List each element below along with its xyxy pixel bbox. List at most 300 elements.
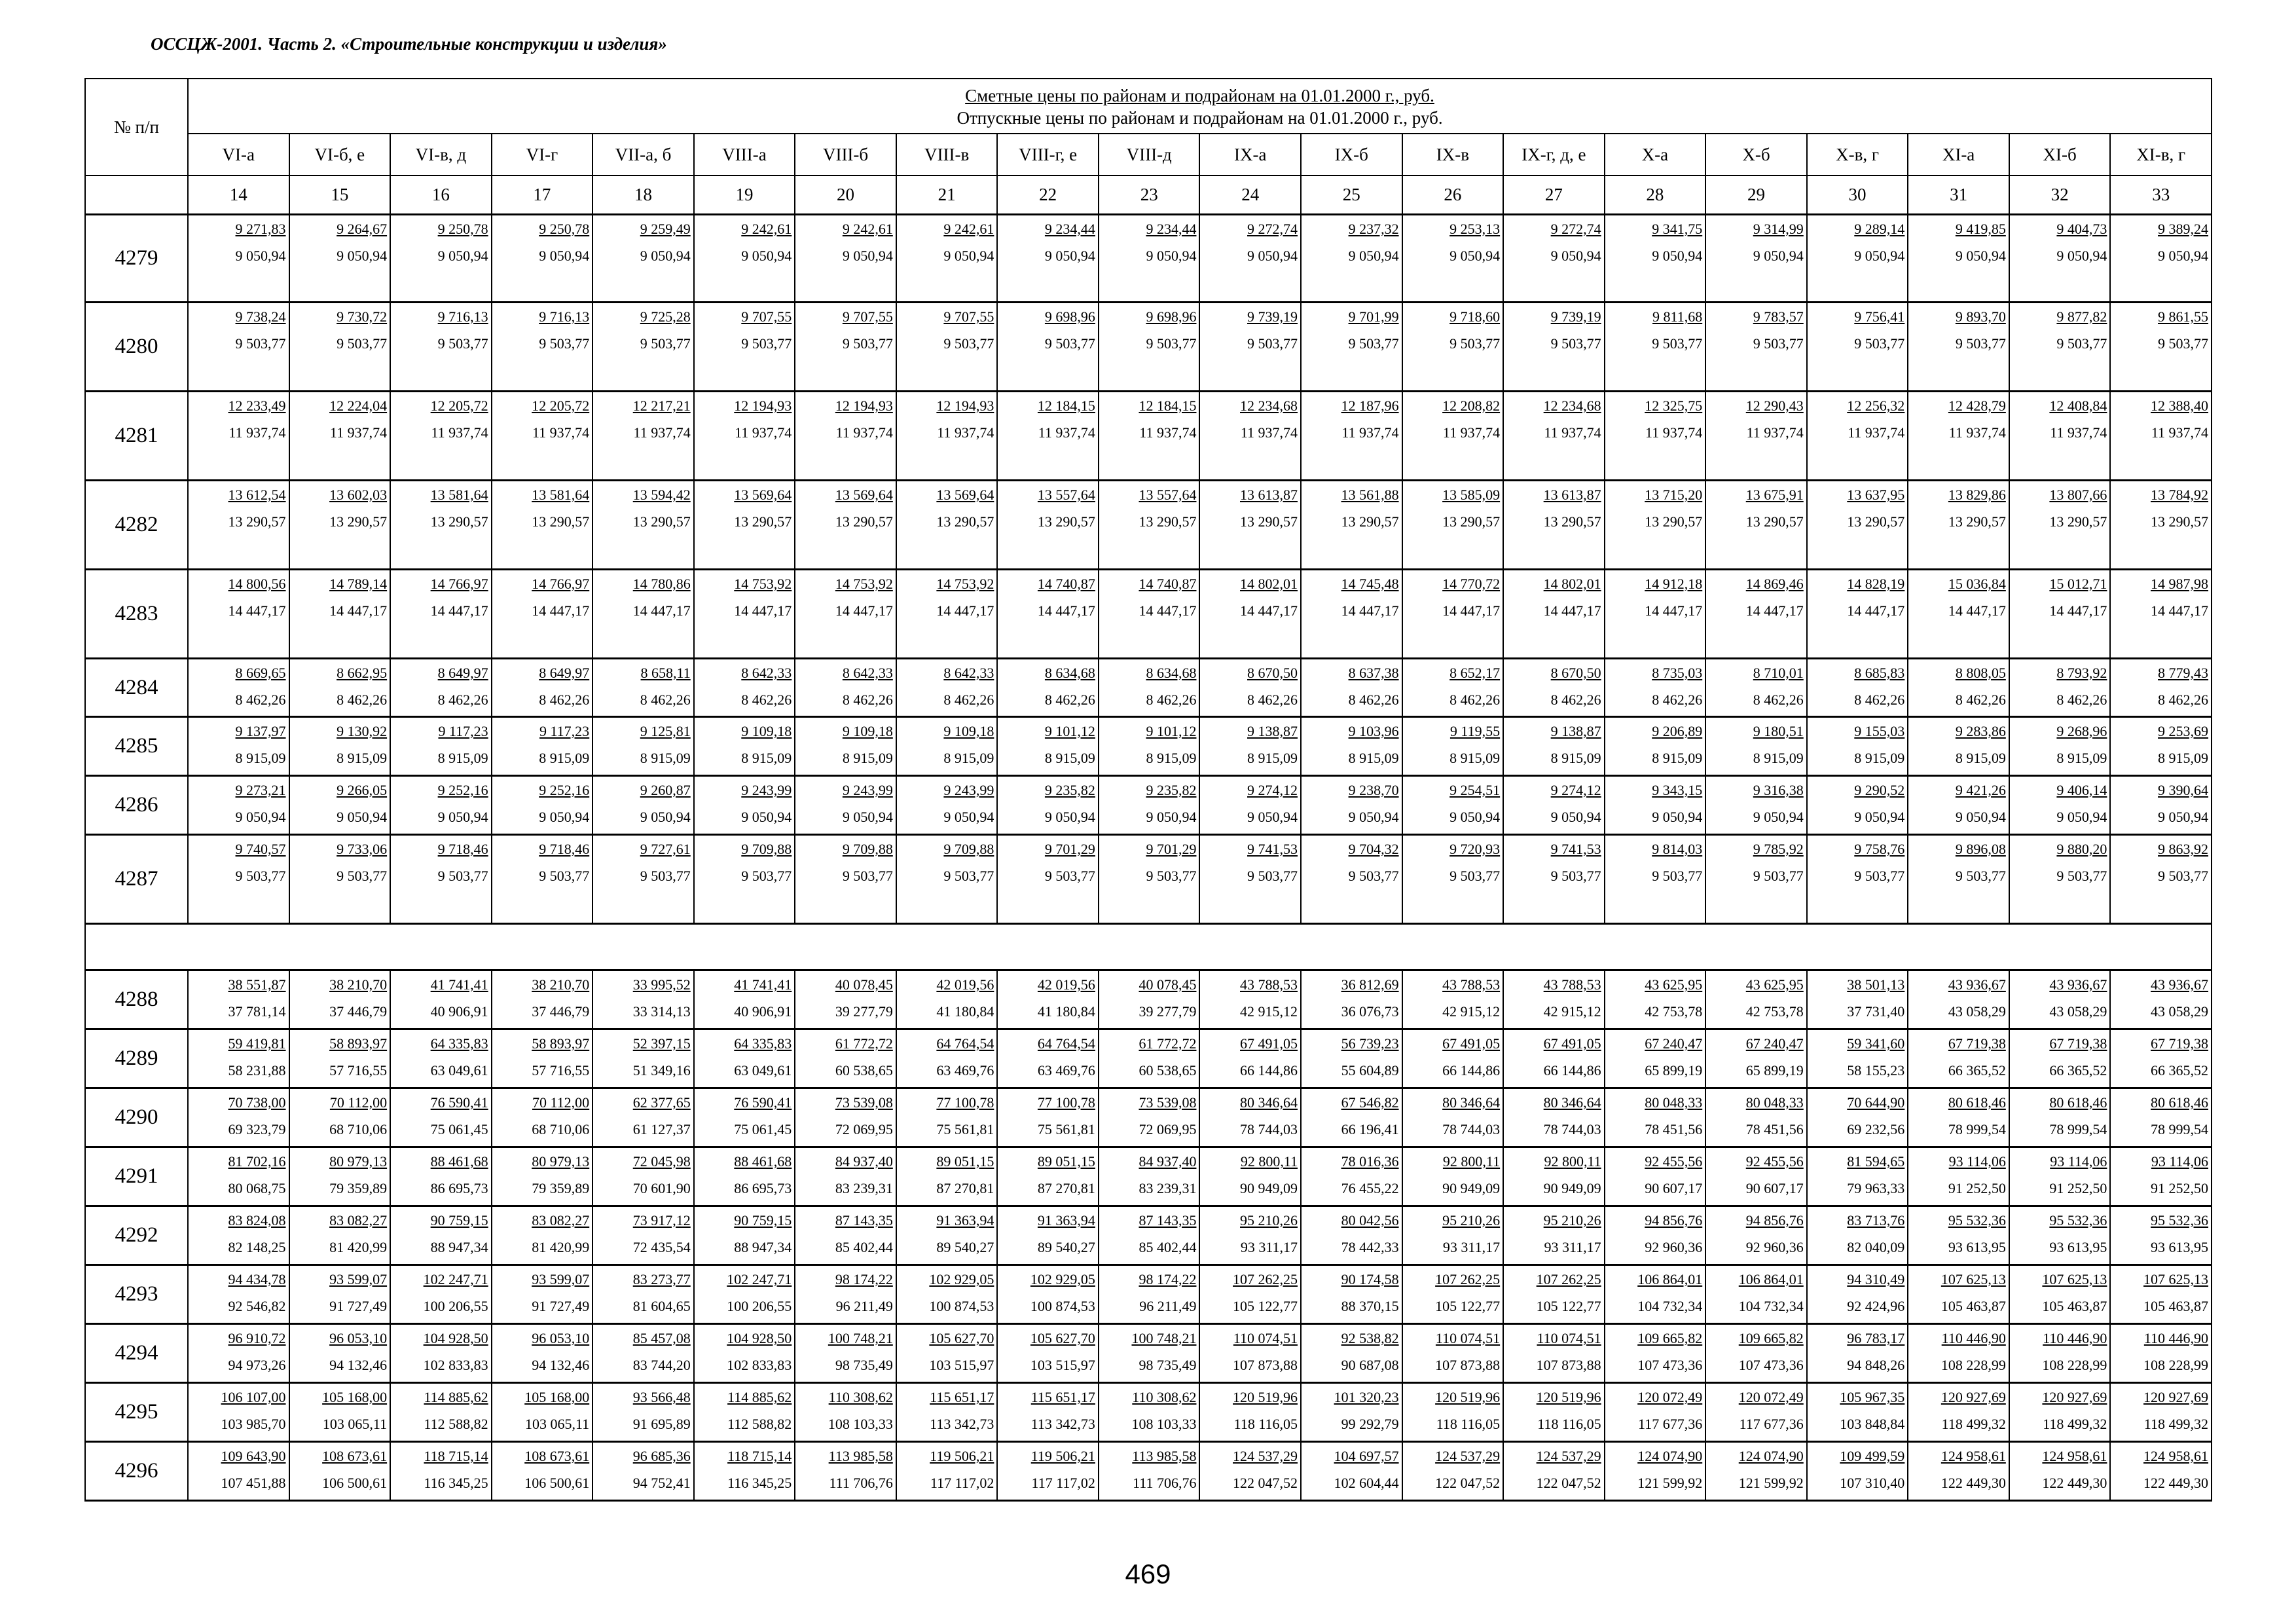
release-price: 61 127,37: [632, 1121, 691, 1137]
estimate-price: 9 274,12: [1247, 782, 1298, 798]
price-cell: [2110, 1383, 2212, 1442]
price-cell: [289, 570, 391, 659]
estimate-price: 15 036,84: [1948, 576, 2006, 592]
price-cell: [1301, 1206, 1402, 1265]
release-price: 9 050,94: [1247, 809, 1298, 825]
price-cell: [694, 1324, 795, 1383]
release-price: 93 311,17: [1544, 1239, 1601, 1255]
estimate-price: 9 283,86: [1955, 723, 2006, 739]
release-price: 68 710,06: [532, 1121, 590, 1137]
release-price: 79 963,33: [1847, 1180, 1905, 1196]
price-cell: [1705, 776, 1807, 835]
release-price: 91 727,49: [329, 1298, 388, 1314]
estimate-price: 9 698,96: [1146, 308, 1197, 325]
estimate-price: 9 404,73: [2056, 221, 2107, 237]
estimate-price: 9 117,23: [438, 723, 488, 739]
release-price: 9 503,77: [741, 868, 792, 884]
price-cell: [492, 392, 593, 481]
estimate-price: 9 259,49: [640, 221, 691, 237]
release-price: 37 446,79: [329, 1003, 388, 1020]
column-number: 25: [1301, 175, 1402, 215]
estimate-price: 80 979,13: [532, 1153, 590, 1170]
price-cell: [592, 1383, 694, 1442]
estimate-price: 95 532,36: [1948, 1212, 2006, 1228]
release-price: 102 604,44: [1334, 1475, 1399, 1491]
release-price: 96 211,49: [835, 1298, 893, 1314]
estimate-price: 105 627,70: [929, 1330, 994, 1346]
price-cell: [1705, 1383, 1807, 1442]
estimate-price: 9 316,38: [1753, 782, 1804, 798]
price-cell: [1402, 659, 1504, 717]
price-cell: [289, 1147, 391, 1206]
release-price: 78 744,03: [1240, 1121, 1298, 1137]
estimate-price: 9 741,53: [1550, 841, 1601, 857]
estimate-price: 80 346,64: [1442, 1094, 1501, 1111]
estimate-price: 9 138,87: [1247, 723, 1298, 739]
price-cell: [2110, 835, 2212, 924]
price-cell: [795, 303, 896, 392]
estimate-price: 93 566,48: [632, 1389, 691, 1405]
price-cell: [592, 1324, 694, 1383]
release-price: 108 228,99: [2143, 1357, 2209, 1373]
release-price: 9 503,77: [1550, 868, 1601, 884]
price-cell: [390, 717, 492, 776]
estimate-price: 9 290,52: [1854, 782, 1905, 798]
row-id: 4286: [85, 776, 188, 835]
estimate-price: 72 045,98: [632, 1153, 691, 1170]
price-cell: [795, 1265, 896, 1324]
estimate-price: 102 247,71: [727, 1271, 792, 1287]
estimate-price: 9 707,55: [943, 308, 994, 325]
release-price: 14 447,17: [936, 602, 994, 619]
price-cell: [1503, 1265, 1605, 1324]
estimate-price: 108 673,61: [524, 1448, 590, 1464]
estimate-price: 9 119,55: [1449, 723, 1501, 739]
estimate-price: 9 343,15: [1652, 782, 1703, 798]
price-cell: [2009, 392, 2111, 481]
release-price: 90 607,17: [1645, 1180, 1703, 1196]
district-header: IX-б: [1301, 134, 1402, 175]
estimate-price: 120 519,96: [1233, 1389, 1298, 1405]
estimate-price: 9 707,55: [842, 308, 893, 325]
estimate-price: 110 446,90: [2143, 1330, 2209, 1346]
price-cell: [1908, 835, 2009, 924]
estimate-price: 81 594,65: [1847, 1153, 1905, 1170]
price-cell: [694, 303, 795, 392]
estimate-price: 9 740,57: [235, 841, 286, 857]
estimate-price: 8 637,38: [1348, 665, 1399, 681]
release-price: 94 132,46: [532, 1357, 590, 1373]
release-price: 14 447,17: [329, 602, 388, 619]
release-price: 98 735,49: [1139, 1357, 1197, 1373]
estimate-price: 9 421,26: [1955, 782, 2006, 798]
estimate-price: 81 702,16: [228, 1153, 286, 1170]
release-price: 39 277,79: [1139, 1003, 1197, 1020]
price-cell: [1503, 1088, 1605, 1147]
price-cell: [1503, 215, 1605, 303]
district-header: VI-в, д: [390, 134, 492, 175]
estimate-price: 9 733,06: [337, 841, 388, 857]
release-price: 83 239,31: [1139, 1180, 1197, 1196]
estimate-price: 93 114,06: [1948, 1153, 2006, 1170]
release-price: 11 937,74: [1746, 424, 1804, 441]
price-cell: [1605, 392, 1706, 481]
estimate-price: 13 585,09: [1442, 487, 1501, 503]
price-cell: [1705, 215, 1807, 303]
estimate-price: 93 599,07: [532, 1271, 590, 1287]
release-price: 117 117,02: [930, 1475, 994, 1491]
price-cell: [390, 1088, 492, 1147]
release-price: 107 473,36: [1738, 1357, 1804, 1373]
price-cell: [997, 835, 1099, 924]
estimate-price: 13 675,91: [1745, 487, 1804, 503]
price-cell: [1807, 659, 1908, 717]
release-price: 75 561,81: [936, 1121, 994, 1137]
estimate-price: 14 766,97: [532, 576, 590, 592]
price-cell: [1908, 1265, 2009, 1324]
price-cell: [2009, 1383, 2111, 1442]
estimate-price: 8 662,95: [337, 665, 388, 681]
estimate-price: 88 461,68: [734, 1153, 792, 1170]
price-cell: [1503, 970, 1605, 1029]
estimate-price: 114 885,62: [727, 1389, 792, 1405]
release-price: 8 915,09: [842, 750, 893, 766]
estimate-price: 13 807,66: [2049, 487, 2107, 503]
estimate-price: 115 651,17: [1030, 1389, 1095, 1405]
release-price: 9 503,77: [1348, 335, 1399, 352]
release-price: 105 122,77: [1233, 1298, 1298, 1314]
estimate-price: 8 649,97: [539, 665, 590, 681]
price-cell: [1402, 392, 1504, 481]
release-price: 103 848,84: [1840, 1416, 1905, 1432]
release-price: 103 065,11: [322, 1416, 388, 1432]
price-cell: [1402, 970, 1504, 1029]
release-price: 57 716,55: [532, 1062, 590, 1079]
estimate-price: 9 268,96: [2056, 723, 2107, 739]
row-id: 4283: [85, 570, 188, 659]
estimate-price: 120 927,69: [2042, 1389, 2107, 1405]
price-cell: [896, 970, 998, 1029]
row-id: 4290: [85, 1088, 188, 1147]
estimate-price: 9 341,75: [1652, 221, 1703, 237]
price-cell: [1605, 1383, 1706, 1442]
estimate-price: 98 174,22: [835, 1271, 893, 1287]
estimate-price: 40 078,45: [835, 976, 893, 993]
estimate-price: 9 698,96: [1044, 308, 1095, 325]
estimate-price: 8 642,33: [943, 665, 994, 681]
price-cell: [1503, 776, 1605, 835]
estimate-price: 9 238,70: [1348, 782, 1399, 798]
table-row: [85, 1147, 2212, 1206]
column-number: 32: [2009, 175, 2111, 215]
price-cell: [492, 303, 593, 392]
price-cell: [2009, 215, 2111, 303]
release-price-title: Отпускные цены по районам и подрайонам на 01.01.2000 г., руб.: [957, 108, 1443, 128]
estimate-price: 84 937,40: [835, 1153, 893, 1170]
release-price: 37 446,79: [532, 1003, 590, 1020]
estimate-price: 9 109,18: [842, 723, 893, 739]
estimate-price: 118 715,14: [424, 1448, 488, 1464]
price-cell: [1807, 717, 1908, 776]
estimate-price: 61 772,72: [835, 1035, 893, 1052]
row-id: 4281: [85, 392, 188, 481]
estimate-price: 9 785,92: [1753, 841, 1804, 857]
price-cell: [2009, 1029, 2111, 1088]
price-cell: [2009, 1324, 2111, 1383]
estimate-price: 9 243,99: [741, 782, 792, 798]
price-cell: [1199, 1324, 1301, 1383]
estimate-price: 89 051,15: [936, 1153, 994, 1170]
release-price: 107 451,88: [221, 1475, 286, 1491]
estimate-price: 13 613,87: [1543, 487, 1601, 503]
release-price: 93 311,17: [1442, 1239, 1501, 1255]
estimate-price: 13 557,64: [1139, 487, 1197, 503]
price-cell: [1301, 1324, 1402, 1383]
estimate-price: 58 893,97: [329, 1035, 388, 1052]
estimate-price: 110 074,51: [1435, 1330, 1501, 1346]
price-cell: [188, 659, 289, 717]
release-price: 9 050,94: [1955, 248, 2006, 264]
column-number: 23: [1099, 175, 1200, 215]
price-cell: [289, 1088, 391, 1147]
release-price: 106 500,61: [524, 1475, 590, 1491]
estimate-price: 43 625,95: [1745, 976, 1804, 993]
estimate-price: 9 253,13: [1449, 221, 1501, 237]
estimate-price: 92 455,56: [1745, 1153, 1804, 1170]
estimate-price: 14 740,87: [1037, 576, 1095, 592]
price-cell: [1908, 970, 2009, 1029]
estimate-price: 9 861,55: [2158, 308, 2209, 325]
release-price: 8 915,09: [1854, 750, 1905, 766]
release-price: 9 050,94: [640, 248, 691, 264]
estimate-price: 95 532,36: [2049, 1212, 2107, 1228]
release-price: 8 462,26: [1146, 692, 1197, 708]
price-cell: [1301, 717, 1402, 776]
estimate-price: 12 388,40: [2151, 397, 2209, 414]
release-price: 108 103,33: [1131, 1416, 1197, 1432]
spacer-row: [85, 924, 2212, 970]
estimate-price: 108 673,61: [322, 1448, 388, 1464]
estimate-price: 80 346,64: [1240, 1094, 1298, 1111]
estimate-price: 9 701,29: [1146, 841, 1197, 857]
release-price: 78 744,03: [1543, 1121, 1601, 1137]
estimate-price: 110 308,62: [828, 1389, 893, 1405]
estimate-price: 9 242,61: [943, 221, 994, 237]
release-price: 14 447,17: [835, 602, 893, 619]
release-price: 11 937,74: [835, 424, 893, 441]
column-number-row: [85, 175, 2212, 215]
release-price: 72 069,95: [1139, 1121, 1197, 1137]
column-number: 20: [795, 175, 896, 215]
estimate-price: 80 618,46: [2049, 1094, 2107, 1111]
estimate-price: 9 863,92: [2158, 841, 2209, 857]
estimate-price: 12 194,93: [835, 397, 893, 414]
estimate-price: 106 107,00: [221, 1389, 286, 1405]
release-price: 9 503,77: [640, 335, 691, 352]
release-price: 8 915,09: [1146, 750, 1197, 766]
price-cell: [1301, 776, 1402, 835]
release-price: 75 561,81: [1037, 1121, 1095, 1137]
estimate-price: 52 397,15: [632, 1035, 691, 1052]
estimate-price: 9 250,78: [539, 221, 590, 237]
price-cell: [896, 392, 998, 481]
estimate-price: 43 936,67: [2049, 976, 2107, 993]
estimate-price: 9 206,89: [1652, 723, 1703, 739]
estimate-price: 9 237,32: [1348, 221, 1399, 237]
release-price: 8 462,26: [2158, 692, 2209, 708]
release-price: 66 144,86: [1543, 1062, 1601, 1079]
estimate-price: 100 748,21: [828, 1330, 893, 1346]
price-cell: [188, 1324, 289, 1383]
estimate-price: 9 704,32: [1348, 841, 1399, 857]
release-price: 108 228,99: [1941, 1357, 2006, 1373]
price-cell: [896, 1442, 998, 1501]
price-cell: [1503, 481, 1605, 570]
release-price: 43 058,29: [1948, 1003, 2006, 1020]
estimate-price: 14 766,97: [430, 576, 488, 592]
release-price: 104 732,34: [1637, 1298, 1703, 1314]
estimate-price: 9 109,18: [943, 723, 994, 739]
price-cell: [1503, 717, 1605, 776]
price-cell: [1199, 776, 1301, 835]
estimate-price: 110 074,51: [1537, 1330, 1601, 1346]
estimate-price: 9 877,82: [2056, 308, 2107, 325]
row-number-header: № п/п: [85, 79, 188, 175]
release-price: 14 447,17: [430, 602, 488, 619]
price-cell: [2009, 835, 2111, 924]
release-price: 11 937,74: [2050, 424, 2107, 441]
district-header: IX-а: [1199, 134, 1301, 175]
price-cell: [390, 303, 492, 392]
release-price: 9 503,77: [1044, 868, 1095, 884]
price-cell: [390, 570, 492, 659]
release-price: 80 068,75: [228, 1180, 286, 1196]
price-cell: [795, 1147, 896, 1206]
price-cell: [694, 970, 795, 1029]
price-cell: [1503, 570, 1605, 659]
estimate-price: 9 709,88: [741, 841, 792, 857]
price-cell: [1908, 1088, 2009, 1147]
estimate-price: 107 262,25: [1233, 1271, 1298, 1287]
price-cell: [1605, 481, 1706, 570]
estimate-price: 9 252,16: [437, 782, 488, 798]
release-price: 11 937,74: [329, 424, 388, 441]
release-price: 9 050,94: [1652, 248, 1703, 264]
estimate-price: 64 335,83: [430, 1035, 488, 1052]
release-price: 41 180,84: [936, 1003, 994, 1020]
price-cell: [2110, 717, 2212, 776]
estimate-price: 96 685,36: [632, 1448, 691, 1464]
estimate-price: 109 499,59: [1840, 1448, 1905, 1464]
price-cell: [390, 835, 492, 924]
price-cell: [694, 659, 795, 717]
table-row: [85, 1088, 2212, 1147]
estimate-price: 83 082,27: [532, 1212, 590, 1228]
release-price: 8 915,09: [1652, 750, 1703, 766]
price-cell: [896, 717, 998, 776]
estimate-price: 13 569,64: [734, 487, 792, 503]
release-price: 70 601,90: [632, 1180, 691, 1196]
price-cell: [896, 1206, 998, 1265]
release-price: 9 503,77: [1449, 868, 1501, 884]
price-cell: [1807, 481, 1908, 570]
estimate-price: 9 709,88: [842, 841, 893, 857]
row-id: 4279: [85, 215, 188, 303]
price-cell: [1705, 659, 1807, 717]
estimate-price: 70 112,00: [329, 1094, 388, 1111]
release-price: 9 050,94: [741, 809, 792, 825]
price-cell: [1705, 392, 1807, 481]
estimate-price: 67 240,47: [1645, 1035, 1703, 1052]
price-cell: [1605, 1265, 1706, 1324]
estimate-price: 9 253,69: [2158, 723, 2209, 739]
estimate-price: 8 735,03: [1652, 665, 1703, 681]
price-cell: [188, 481, 289, 570]
release-price: 14 447,17: [1948, 602, 2006, 619]
release-price: 108 228,99: [2042, 1357, 2107, 1373]
price-cell: [492, 1265, 593, 1324]
release-price: 122 047,52: [1233, 1475, 1298, 1491]
estimate-price: 12 217,21: [632, 397, 691, 414]
price-cell: [1807, 1029, 1908, 1088]
price-cell: [2110, 215, 2212, 303]
price-cell: [492, 1029, 593, 1088]
price-cell: [492, 659, 593, 717]
column-number: 28: [1605, 175, 1706, 215]
price-cell: [289, 659, 391, 717]
release-price: 11 937,74: [228, 424, 286, 441]
price-cell: [896, 1088, 998, 1147]
estimate-price: 107 262,25: [1536, 1271, 1601, 1287]
release-price: 8 462,26: [1854, 692, 1905, 708]
estimate-price: 9 811,68: [1652, 308, 1703, 325]
release-price: 14 447,17: [1745, 602, 1804, 619]
release-price: 118 116,05: [1233, 1416, 1298, 1432]
price-cell: [1503, 392, 1605, 481]
release-price: 42 915,12: [1442, 1003, 1501, 1020]
estimate-price: 90 759,15: [430, 1212, 488, 1228]
release-price: 13 290,57: [1139, 513, 1197, 530]
release-price: 93 613,95: [1948, 1239, 2006, 1255]
estimate-price: 113 985,58: [1132, 1448, 1197, 1464]
estimate-price: 9 271,83: [235, 221, 286, 237]
release-price: 14 447,17: [1240, 602, 1298, 619]
estimate-price: 70 644,90: [1847, 1094, 1905, 1111]
estimate-price: 95 210,26: [1442, 1212, 1501, 1228]
estimate-price: 9 716,13: [437, 308, 488, 325]
price-cell: [1402, 1383, 1504, 1442]
estimate-price: 91 363,94: [1037, 1212, 1095, 1228]
estimate-price: 96 053,10: [329, 1330, 388, 1346]
estimate-price: 95 210,26: [1543, 1212, 1601, 1228]
estimate-price: 38 551,87: [228, 976, 286, 993]
price-cell: [289, 1324, 391, 1383]
price-cell: [188, 835, 289, 924]
release-price: 11 937,74: [937, 424, 994, 441]
release-price: 113 342,73: [930, 1416, 994, 1432]
release-price: 8 462,26: [337, 692, 388, 708]
estimate-price: 92 800,11: [1442, 1153, 1501, 1170]
price-cell: [795, 1088, 896, 1147]
estimate-price: 9 893,70: [1955, 308, 2006, 325]
release-price: 66 365,52: [2151, 1062, 2209, 1079]
release-price: 9 050,94: [842, 248, 893, 264]
price-cell: [694, 717, 795, 776]
district-header: VI-б, е: [289, 134, 391, 175]
price-cell: [289, 776, 391, 835]
release-price: 14 447,17: [632, 602, 691, 619]
estimate-price: 67 719,38: [2151, 1035, 2209, 1052]
